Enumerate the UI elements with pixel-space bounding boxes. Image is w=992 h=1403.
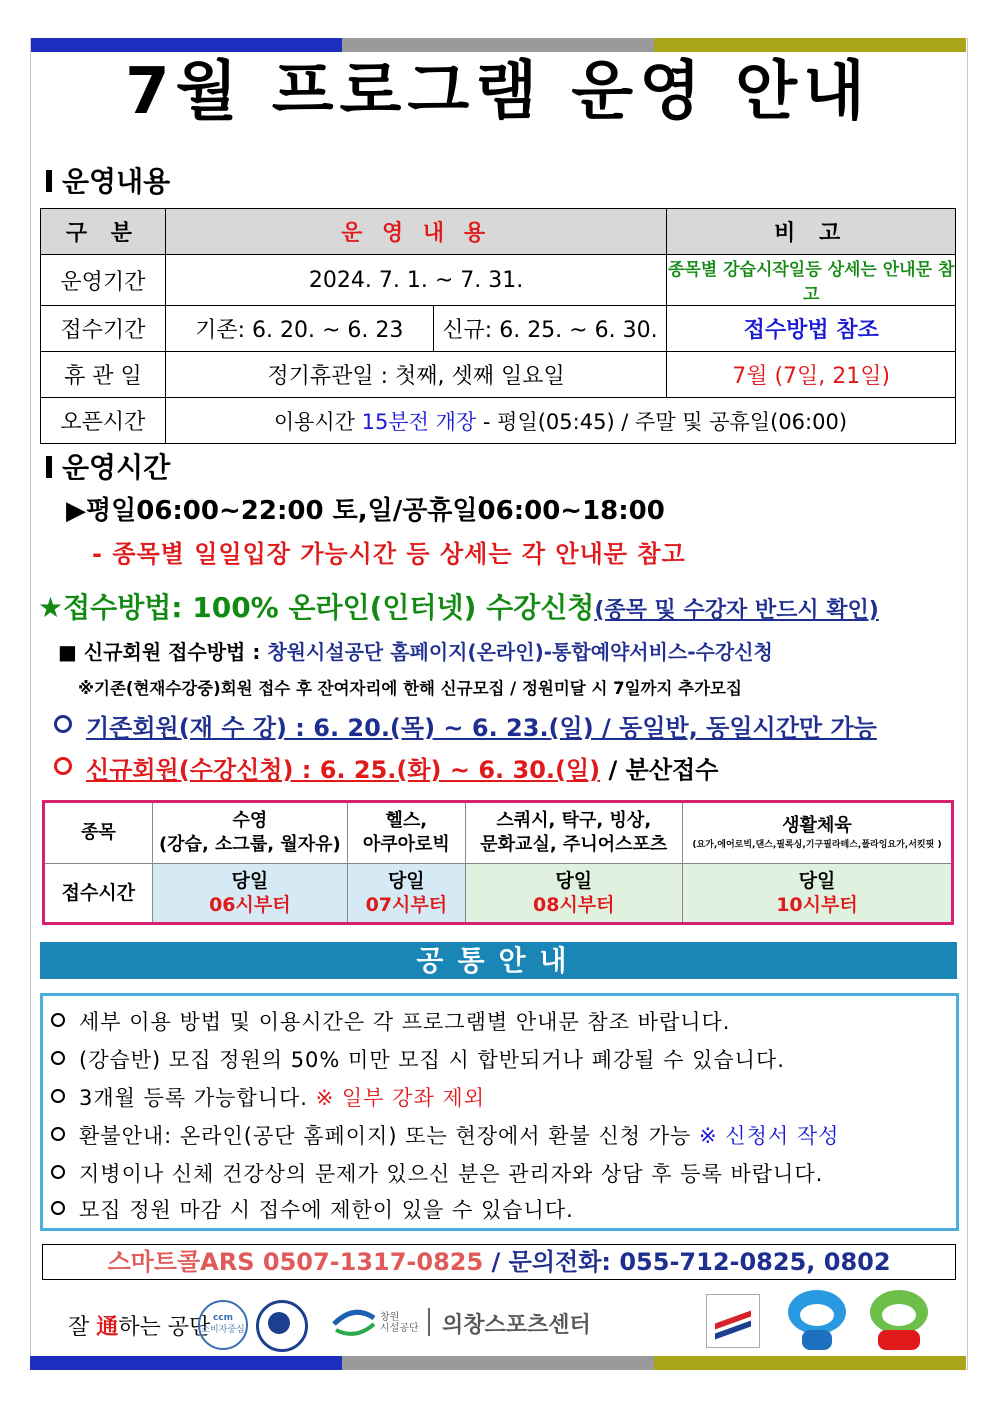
col-swim: 수영 (강습, 소그룹, 월자유) (152, 802, 347, 864)
divider (428, 1308, 430, 1336)
circle-bullet-icon (51, 1127, 65, 1141)
section-heading-operations: 운영내용 (46, 160, 170, 200)
circle-bullet-icon (51, 1013, 65, 1027)
header-note: 비 고 (667, 209, 956, 255)
row-closed-note: 7월 (7일, 21일) (667, 352, 956, 398)
circle-bullet-icon (54, 715, 72, 733)
circle-bullet-icon (54, 757, 72, 775)
hours-main: ▶평일06:00~22:00 토,일/공휴일06:00~18:00 (66, 496, 665, 526)
row-open-content: 이용시간 15분전 개장 - 평일(05:45) / 주말 및 공휴일(06:00) (165, 398, 955, 444)
mascot-blue (782, 1286, 852, 1350)
row-reception-time: 접수시간 (44, 864, 153, 924)
cell-squash-time: 당일 08시부터 (465, 864, 682, 924)
row-closed-content: 정기휴관일 : 첫째, 셋째 일요일 (165, 352, 666, 398)
reception-time-table (42, 800, 954, 925)
row-period-note: 종목별 강습시작일등 상세는 안내문 참고 (667, 255, 956, 306)
notice-item: (강습반) 모집 정원의 50% 미만 모집 시 합반되거나 폐강될 수 있습니다. (51, 1044, 785, 1074)
notice-item: 3개월 등록 가능합니다. ※ 일부 강좌 제외 (51, 1082, 485, 1112)
section-heading-hours: 운영시간 (46, 446, 170, 486)
org-name: 창원 시설공단 (380, 1312, 419, 1334)
col-sport: 종목 (44, 802, 153, 864)
page-title: 7월 프로그램 운영 안내 (125, 55, 871, 129)
existing-member-period: 기존회원(재 수 강) : 6. 20.(목) ~ 6. 23.(일) / 동일반, 동일시간만 가능 (54, 708, 877, 743)
cell-swim-time: 당일 06시부터 (152, 864, 347, 924)
col-health: 헬스, 아쿠아로빅 (348, 802, 466, 864)
circle-bullet-icon (51, 1051, 65, 1065)
header-content: 운 영 내 용 (165, 209, 666, 255)
common-notice-box (40, 993, 959, 1231)
mascot-green (864, 1286, 934, 1350)
row-period-label: 운영기간 (41, 255, 166, 306)
circle-bullet-icon (51, 1201, 65, 1215)
row-reception-label: 접수기간 (41, 306, 166, 352)
col-life-sports: 생활체육 (요가,에어로빅,댄스,필록싱,기구필라테스,플라잉요가,서킷핏 ) (682, 802, 952, 864)
row-period-content: 2024. 7. 1. ~ 7. 31. (165, 255, 666, 306)
notice-item: 모집 정원 마감 시 접수에 제한이 있을 수 있습니다. (51, 1194, 574, 1224)
bottom-color-bar (30, 1356, 966, 1370)
header-gubun: 구 분 (41, 209, 166, 255)
circle-bullet-icon (51, 1089, 65, 1103)
new-member-period: 신규회원(수강신청) : 6. 25.(화) ~ 6. 30.(일) / 분산접수 (54, 750, 718, 785)
row-reception-new: 신규: 6. 25. ~ 6. 30. (433, 306, 667, 352)
registration-method: ★접수방법: 100% 온라인(인터넷) 수강신청(종목 및 수강자 반드시 확인) (38, 591, 879, 624)
notice-item: 세부 이용 방법 및 이용시간은 각 프로그램별 안내문 참조 바랍니다. (51, 1006, 730, 1036)
contact-bar: 스마트콜ARS 0507-1317-0825 / 문의전화: 055-712-0825, 0802 (42, 1244, 956, 1280)
operations-table (40, 208, 956, 444)
notice-item: 지병이나 신체 건강상의 문제가 있으신 분은 관리자와 상담 후 등록 바랍니다. (51, 1158, 823, 1188)
cell-life-sports-time: 당일 10시부터 (682, 864, 952, 924)
row-closed-label: 휴 관 일 (41, 352, 166, 398)
circle-bullet-icon (51, 1165, 65, 1179)
ccm-logo: ccm 소비자중심 (198, 1300, 248, 1350)
slogan: 잘 通하는 공단 (68, 1315, 211, 1340)
row-open-label: 오픈시간 (41, 398, 166, 444)
notice-item: 환불안내: 온라인(공단 홈페이지) 또는 현장에서 환불 신청 가능 ※ 신청서 작성 (51, 1120, 839, 1150)
row-reception-note: 접수방법 참조 (667, 306, 956, 352)
common-notice-header: 공통안내 (40, 942, 957, 979)
center-name: 의창스포츠센터 (442, 1313, 591, 1338)
certification-logo (706, 1294, 760, 1348)
hours-note: - 종목별 일일입장 가능시간 등 상세는 각 안내문 참고 (92, 540, 686, 568)
new-member-method: ■ 신규회원 접수방법 : 창원시설공단 홈페이지(온라인)-통합예약서비스-수강신청 (58, 640, 773, 664)
human-rights-logo (256, 1300, 308, 1352)
org-logo-icon (330, 1306, 378, 1338)
col-squash: 스쿼시, 탁구, 빙상, 문화교실, 주니어스포츠 (465, 802, 682, 864)
registration-note: ※기존(현재수강중)회원 접수 후 잔여자리에 한해 신규모집 / 정원미달 시 7일까지 추가모집 (78, 679, 742, 698)
row-reception-existing: 기존: 6. 20. ~ 6. 23 (165, 306, 433, 352)
cell-health-time: 당일 07시부터 (348, 864, 466, 924)
